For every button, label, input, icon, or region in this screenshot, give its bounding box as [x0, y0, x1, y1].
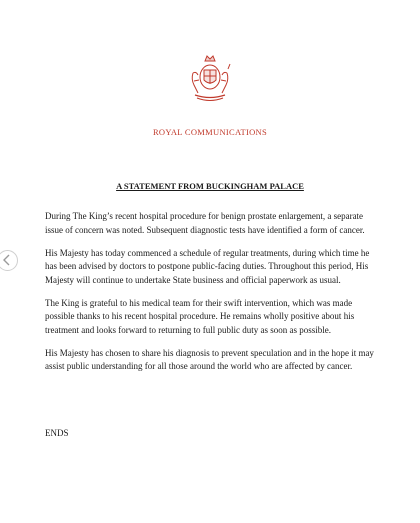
- paragraph: His Majesty has chosen to share his diagnosis to prevent speculation and in the hope it may assist public understanding for all those around the world who are affected by cancer.: [45, 347, 374, 371]
- statement-body: [45, 210, 375, 383]
- paragraph: During The King’s recent hospital procedure for benign prostate enlargement, a separate issue of concern was noted. Subsequent diagnostic tests have identified a form of cancer.: [45, 211, 365, 235]
- closing-ends: ENDS: [45, 428, 69, 438]
- letterhead-org-name: ROYAL COMMUNICATIONS: [152, 127, 268, 137]
- paragraph: The King is grateful to his medical team for their swift intervention, which was made possible thanks to his recent hospital procedure. He remains wholly positive about his treatment and looks forward to returning to full public duty as soon as possible.: [45, 297, 355, 335]
- royal-coat-of-arms-icon: [185, 53, 235, 103]
- previous-button[interactable]: [0, 250, 18, 271]
- statement-title: A STATEMENT FROM BUCKINGHAM PALACE: [116, 181, 304, 191]
- paragraph: His Majesty has today commenced a schedule of regular treatments, during which time he has been advised by doctors to postpone public-facing duties. Throughout this period, His Majesty will continue to undertake State business and official paperwork as usual.: [45, 247, 370, 285]
- chevron-left-icon: [2, 254, 12, 266]
